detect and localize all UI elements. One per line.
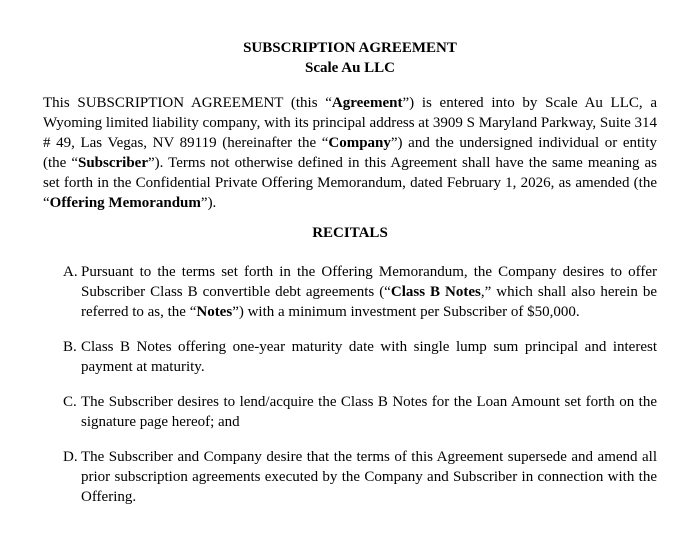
recital-text-a: Pursuant to the terms set forth in the Offering Memorandum, the Company desires to offer Subscriber Class B convertible debt agreements (“Class B Notes,” which shall also herein be referred to as, the “Notes”) with a minimum investment per Subscriber of $50,000. xyxy=(81,264,657,320)
recital-text-d: The Subscriber and Company desire that the terms of this Agreement supersede and amend all prior subscription agreements executed by the Company and Subscriber in connection with the Offering. xyxy=(81,449,657,505)
document-title: SUBSCRIPTION AGREEMENT xyxy=(243,40,457,56)
recital-label-b: B. xyxy=(63,339,77,355)
recital-label-a: A. xyxy=(63,264,78,280)
recital-item-d xyxy=(63,447,657,507)
recital-text-b: Class B Notes offering one-year maturity date with single lump sum principal and interest payment at maturity. xyxy=(81,339,657,375)
recital-text-c: The Subscriber desires to lend/acquire the Class B Notes for the Loan Amount set forth on the signature page hereof; and xyxy=(81,394,657,430)
recitals-heading: RECITALS xyxy=(312,225,388,241)
recital-item-b xyxy=(63,337,657,377)
recital-label-d: D. xyxy=(63,449,78,465)
intro-paragraph: This SUBSCRIPTION AGREEMENT (this “Agreement”) is entered into by Scale Au LLC, a Wyoming limited liability company, with its principal address at 3909 S Maryland Parkway, Suite 314 # 49, Las Vegas, NV 89119 (hereinafter the “Company”) and the undersigned individual or entity (the “Subscriber”). Terms not otherwise defined in this Agreement shall have the same meaning as set forth in the Confidential Private Offering Memorandum, dated February 1, 2026, as amended (the “Offering Memorandum”). xyxy=(43,95,657,211)
recital-item-a xyxy=(63,262,657,322)
recital-item-c xyxy=(63,392,657,432)
document-subtitle: Scale Au LLC xyxy=(304,60,395,76)
recital-label-c: C. xyxy=(63,394,77,410)
